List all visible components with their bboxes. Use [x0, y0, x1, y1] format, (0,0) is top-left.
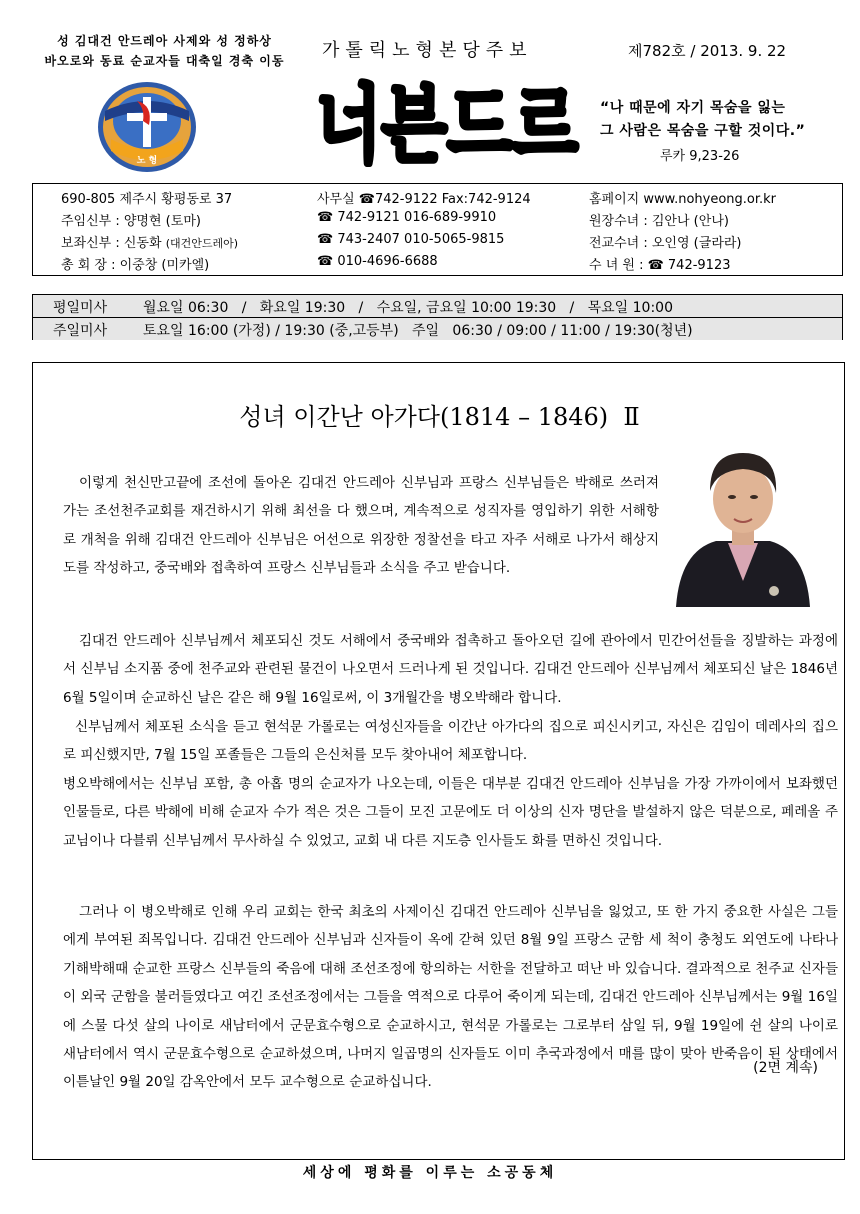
pastor-phone: ☎ 742-9121 016-689-9910 [317, 210, 497, 225]
superior-sister: 원장수녀 : 김안나 (안나) [589, 214, 729, 229]
masthead-text: 너븐드르 [316, 76, 578, 174]
assistant-priest-phone: ☎ 743-2407 010-5065-9815 [317, 232, 505, 247]
mass-schedule [32, 294, 843, 340]
article-box [32, 362, 845, 1160]
article-paragraph-5: 그러나 이 병오박해로 인해 우리 교회는 한국 최초의 사제이신 김대건 안드레아 신부님을 잃었고, 또 한 가지 중요한 사실은 그들에게 부여된 죄목입니다. 김대건 안드레아 신부님과 신자들이 옥에 갇혀 있던 8월 9일 프랑스 군함 세 척이 충청도 외연도에 나타나 기해박해때 순교한 프랑스 신부들의 죽음에 대해 조선조정에 항의하는 서한을 전달하고 떠난 바 있습니다. 결과적으로 천주교 신자들이 외국 군함을 불러들였다고 여긴 조선조정에서는 그들을 역적으로 다루어 죽이게 되는데, 김대건 안드레아 신부님께서는 9월 16일에 스물 다섯 살의 나이로 새남터에서 군문효수형으로 순교하시고, 현석문 가롤로는 그로부터 삼일 뒤, 9월 19일에 쉰 살의 나이로 새남터에서 역시 군문효수형으로 순교하셨으며, 나머지 일곱명의 신자들도 이미 추국과정에서 매를 많이 맞아 반죽음이 된 상태에서 이튿날인 9월 20일 감옥안에서 모두 교수형으로 순교하십니다. [63, 904, 838, 1091]
sunday-mass-times: 토요일 16:00 (가정) / 19:30 (중,고등부) 주일 06:30 / 09:00 / 11:00 / 19:30(청년) [143, 323, 693, 339]
article-paragraph-4: 병오박해에서는 신부님 포함, 총 아홉 명의 순교자가 나오는데, 이들은 대부분 김대건 안드레아 신부님을 가장 가까이에서 보좌했던 인물들로, 다른 박해에 비해 순교자 수가 적은 것은 그들이 모진 고문에도 더 이상의 신자 명단을 발설하지 않은 덕분으로, 페레올 주교님이나 다블뤼 신부님께서 무사하실 수 있었고, 교회 내 다른 지도층 인사들도 화를 면하신 것입니다. [63, 776, 838, 849]
quote-line1: “나 때문에 자기 목숨을 잃는 [600, 100, 786, 116]
address: 690-805 제주시 황평동로 37 [61, 192, 233, 207]
article-title: 성녀 이간난 아가다(1814 – 1846) Ⅱ [239, 403, 640, 431]
continued-note: (2면 계속) [753, 1060, 818, 1076]
weekday-mass-times: 월요일 06:30 / 화요일 19:30 / 수요일, 금요일 10:00 19:30 / 목요일 10:00 [143, 300, 673, 316]
publication-name: 가톨릭노형본당주보 [322, 40, 533, 61]
council-president-phone: ☎ 010-4696-6688 [317, 254, 438, 269]
pastor: 주임신부 : 양명현 (토마) [61, 214, 201, 229]
issue-number-date: 제782호 / 2013. 9. 22 [628, 42, 787, 60]
quote-reference: 루카 9,23-26 [660, 149, 740, 164]
parish-info-box [32, 183, 843, 276]
logo-text: 노 형 [136, 156, 158, 166]
article-paragraph-2: 김대건 안드레아 신부님께서 체포되신 것도 서해에서 중국배와 접촉하고 돌아오던 길에 관아에서 민간어선들을 징발하는 과정에서 신부님 소지품 중에 천주교와 관련된 물건이 나오면서 드러나게 된 것입니다. 김대건 안드레아 신부님께서 체포되신 날은 1846년 6월 5일이며 순교하신 날은 같은 해 9월 16일로써, 이 3개월간을 병오박해라 합니다. [63, 633, 838, 706]
article-paragraph-3: 신부님께서 체포된 소식을 듣고 현석문 가롤로는 여성신자들을 이간난 아가다의 집으로 피신시키고, 자신은 김임이 데레사의 집으로 피신했지만, 7월 15일 포졸들은 그들의 은신처를 모두 찾아내어 체포합니다. [63, 719, 838, 764]
portrait-photo [666, 431, 820, 607]
weekday-mass-row [33, 295, 842, 318]
assistant-priest-baptismal: (대건안드레아) [165, 237, 239, 250]
mission-sister: 전교수녀 : 오인영 (글라라) [589, 236, 742, 251]
assistant-priest [61, 232, 238, 251]
convent-phone: 수 녀 원 : ☎ 742-9123 [589, 258, 731, 273]
sunday-mass-label: 주일미사 [53, 323, 108, 339]
council-president: 총 회 장 : 이중창 (미카엘) [61, 258, 210, 273]
article-paragraph-1: 이렇게 천신만고끝에 조선에 돌아온 김대건 안드레아 신부님과 프랑스 신부님들은 박해로 쓰러져 가는 조선천주교회를 재건하시기 위해 최선을 다 했으며, 계속적으로 성직자를 영입하기 위한 서해항로 개척을 위해 김대건 안드레아 신부님은 어선으로 위장한 정찰선을 타고 자주 서해로 나가서 해상지도를 작성하고, 중국배와 접촉하여 프랑스 신부님들과 소식을 주고 받습니다. [63, 475, 659, 577]
footer-slogan: 세상에 평화를 이루는 소공동체 [302, 1165, 558, 1181]
office-contact: 사무실 ☎742-9122 Fax:742-9124 [317, 192, 531, 207]
quote-line2: 그 사람은 목숨을 구할 것이다.” [600, 123, 806, 139]
parish-logo [97, 81, 197, 173]
feast-title-line1: 성 김대건 안드레아 사제와 성 정하상 [57, 34, 272, 48]
assistant-priest-name: 보좌신부 : 신동화 [61, 236, 162, 251]
weekday-mass-label: 평일미사 [53, 300, 108, 316]
feast-title-line2: 바오로와 동료 순교자들 대축일 경축 이동 [44, 54, 285, 68]
sunday-mass-row [33, 318, 842, 340]
masthead-title [312, 70, 582, 174]
homepage: 홈페이지 www.nohyeong.or.kr [589, 192, 777, 207]
